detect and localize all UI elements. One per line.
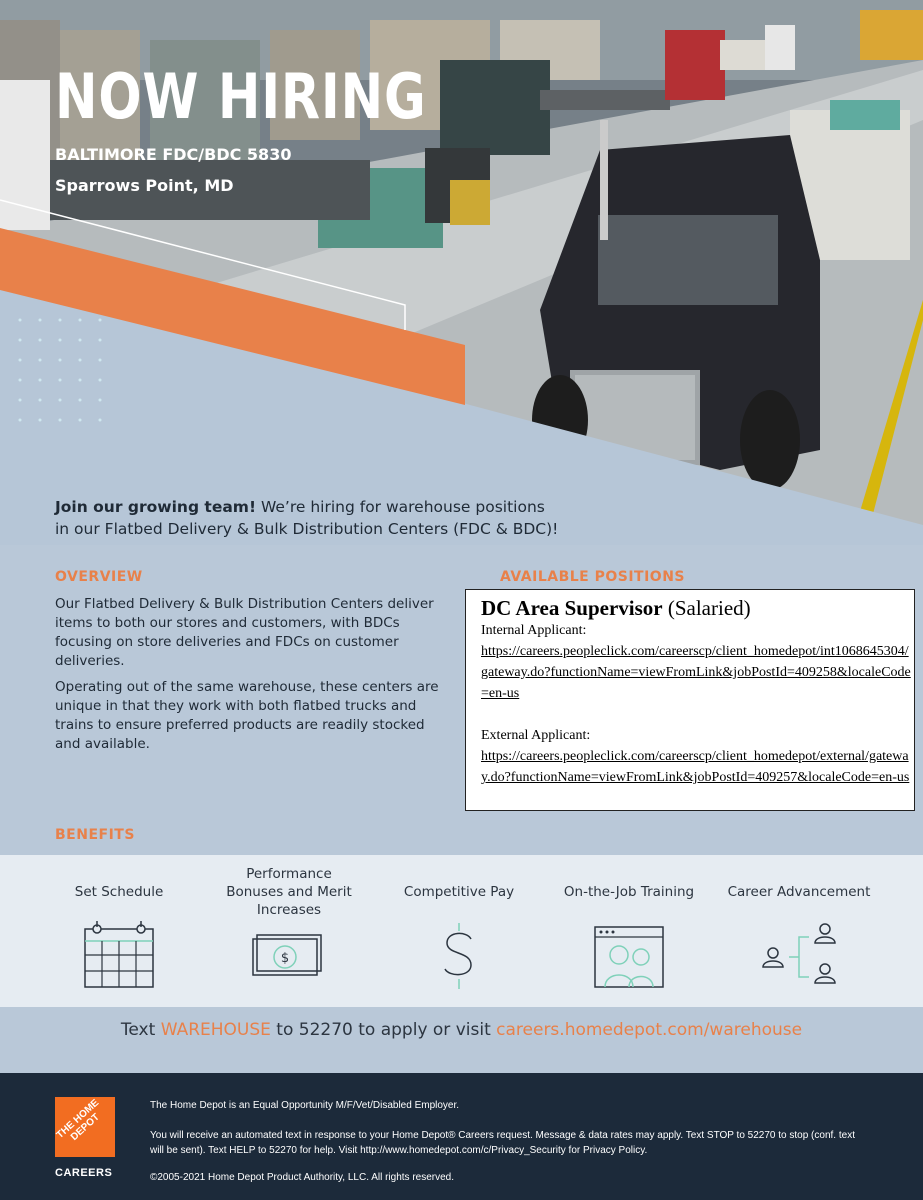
cta-pre: Text	[120, 1020, 161, 1040]
overview-paragraph-2: Operating out of the same warehouse, these centers are unique in that they work with both flatbed trucks and trains to ensure preferred products are readily stocked and available.	[55, 679, 439, 752]
benefit-label: Performance Bonuses and Merit Increases	[226, 866, 352, 918]
intro-line2: in our Flatbed Delivery & Bulk Distribution Centers (FDC & BDC)!	[55, 520, 559, 538]
hero-section	[0, 0, 923, 545]
overview-heading: OVERVIEW	[55, 569, 143, 585]
careers-label: CAREERS	[55, 1167, 113, 1179]
eeo-statement: The Home Depot is an Equal Opportunity M/F/Vet/Disabled Employer.	[150, 1100, 460, 1111]
home-depot-logo	[55, 1097, 115, 1157]
intro-rest: We’re hiring for warehouse positions	[256, 498, 545, 516]
cta-keyword: WAREHOUSE	[160, 1020, 271, 1040]
intro-text	[55, 496, 558, 540]
location-city: Sparrows Point, MD	[55, 176, 234, 195]
benefits-panel	[0, 855, 923, 1007]
footer	[0, 1073, 923, 1200]
calendar-icon	[79, 921, 159, 991]
page-title: NOW HIRING	[55, 60, 427, 133]
benefit-label: Career Advancement	[727, 884, 871, 900]
position-title-rest: (Salaried)	[662, 596, 751, 620]
money-icon	[249, 921, 329, 991]
positions-heading: AVAILABLE POSITIONS	[500, 569, 686, 585]
external-applicant-link[interactable]: https://careers.peopleclick.com/careerscp/client_homedepot/external/gateway.do?functionName=viewFromLink&jobPostId=409257&localeCode=en-us	[481, 749, 910, 785]
dollar-icon	[419, 921, 499, 991]
benefit-label: Competitive Pay	[403, 884, 515, 900]
copyright: ©2005-2021 Home Depot Product Authority, LLC. All rights reserved.	[150, 1172, 455, 1183]
benefit-label: On-the-Job Training	[563, 884, 695, 900]
text-disclaimer: You will receive an automated text in response to your Home Depot® Careers request. Message & data rates may apply. Text STOP to 52270 to stop (conf. text will be sent). Text HELP to 52270 for help. Visit http://www.homedepot.com/c/Privacy_Security for Privacy Policy.	[150, 1130, 855, 1156]
benefit-career-advancement	[714, 865, 884, 991]
org-chart-icon	[759, 921, 839, 991]
cta-careers-link[interactable]: careers.homedepot.com/warehouse	[496, 1020, 803, 1040]
apply-cta	[0, 1020, 923, 1040]
logo-text: THE HOME DEPOT	[54, 1097, 102, 1143]
internal-applicant-link[interactable]: https://careers.peopleclick.com/careerscp/client_homedepot/int1068645304/gateway.do?functionName=viewFromLink&jobPostId=409258&localeCode=en-us	[481, 644, 911, 701]
positions-box	[465, 589, 915, 811]
benefit-on-the-job-training	[544, 865, 714, 991]
benefit-performance-bonuses	[204, 865, 374, 991]
external-applicant-label: External Applicant:	[481, 728, 591, 743]
svg-text:$: $	[280, 951, 290, 966]
overview-paragraph-1: Our Flatbed Delivery & Bulk Distribution Centers deliver items to both our stores and customers, with BDCs focusing on store deliveries and FDCs on customer deliveries.	[55, 596, 434, 669]
position-title	[481, 596, 914, 620]
overview-positions-section	[0, 553, 923, 815]
benefit-label: Set Schedule	[74, 884, 164, 900]
benefits-heading: BENEFITS	[55, 827, 135, 843]
position-title-bold: DC Area Supervisor	[481, 596, 663, 620]
training-icon	[589, 921, 669, 991]
cta-mid: to 52270 to apply or visit	[270, 1020, 497, 1040]
benefit-set-schedule	[34, 865, 204, 991]
benefit-competitive-pay	[374, 865, 544, 991]
intro-bold: Join our growing team!	[55, 498, 257, 516]
internal-applicant-label: Internal Applicant:	[481, 623, 587, 638]
location-name: BALTIMORE FDC/BDC 5830	[55, 145, 292, 164]
